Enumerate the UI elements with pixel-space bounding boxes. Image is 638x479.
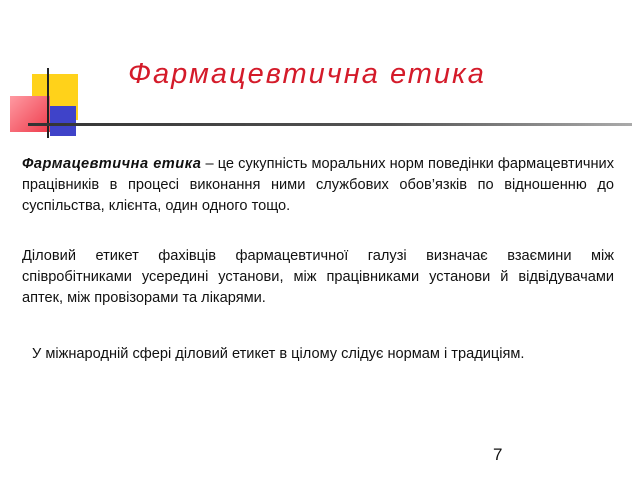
- decor-blue-square: [50, 106, 76, 136]
- title-underline: [28, 123, 632, 126]
- paragraph-international: У міжнародній сфері діловий етикет в цілому слідує нормам і традиціям.: [32, 346, 525, 362]
- decor-red-square: [10, 96, 50, 132]
- page-number: 7: [493, 445, 503, 464]
- decor-vertical-line: [47, 68, 49, 138]
- definition-term: Фармацевтична етика: [22, 156, 202, 172]
- definition-text: – це сукупність моральних норм поведінки фармацевтичних працівників в процесі виконання ними службових обов’язків по відношенню до суспільства, клієнта, один одного тощо.: [22, 156, 614, 214]
- slide-title: Фармацевтична етика: [128, 58, 486, 90]
- paragraph-business-etiquette: Діловий етикет фахівців фармацевтичної галузі визначає взаємини між співробітниками усередині установи, між працівниками установи й відвідувачами аптек, між провізорами та лікарями.: [22, 248, 614, 306]
- paragraph-definition: [22, 154, 614, 217]
